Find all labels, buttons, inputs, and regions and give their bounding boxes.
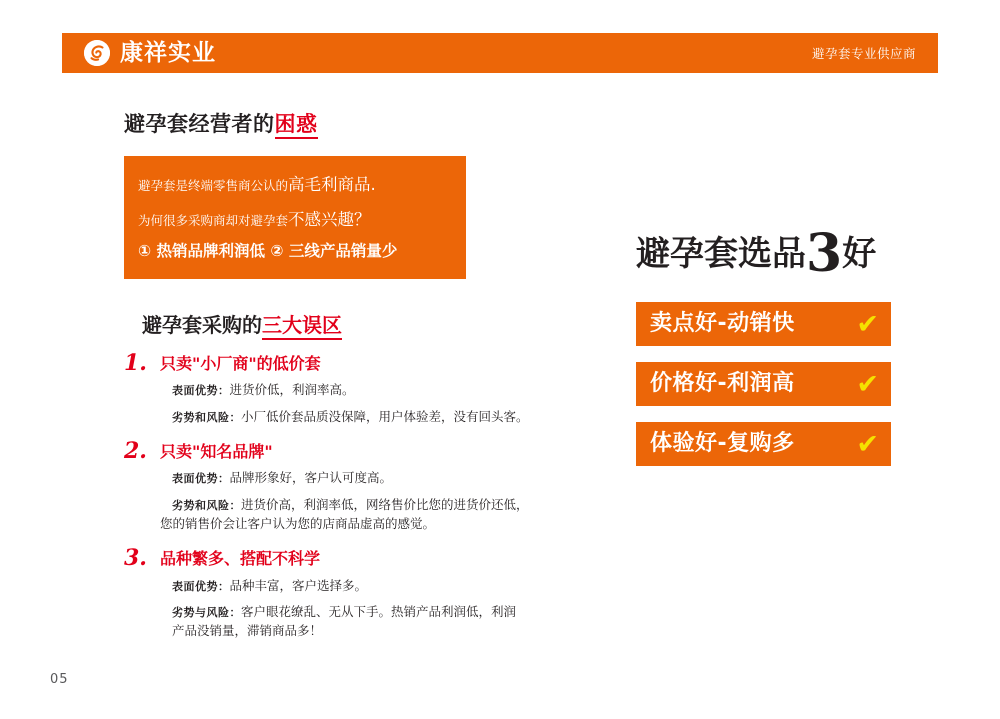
benefit-badge [636, 302, 891, 346]
mistake-number: 1. [124, 350, 147, 377]
callout-line-2-small: 为何很多采购商却对避孕套 [138, 212, 289, 228]
section-title-confusion-prefix: 避孕套经营者的 [124, 112, 275, 136]
orange-callout-box [124, 156, 466, 279]
benefit-badge [636, 362, 891, 406]
check-icon: ✔ [856, 368, 879, 400]
mistake-heading: 只卖"知名品牌" [160, 442, 273, 462]
mistake-heading: 只卖"小厂商"的低价套 [160, 354, 321, 374]
callout-line-1 [138, 172, 450, 198]
callout-line-1-big: 高毛利商品. [288, 175, 376, 194]
mistake-detail-text: 小厂低价套品质没保障，用户体验差，没有回头客。 [241, 408, 529, 424]
callout-line-2 [138, 207, 450, 233]
callout-line-3: ① 热销品牌利润低 ② 三线产品销量少 [138, 242, 398, 261]
mistake-detail-text: 进货价低，利润率高。 [229, 382, 355, 398]
mistake-detail-label: 劣势与风险： [172, 605, 241, 619]
check-icon: ✔ [856, 428, 879, 460]
mistake-detail-label: 表面优势： [172, 472, 230, 486]
selection-title-part1: 避孕套选品 [636, 234, 806, 274]
page-number: 05 [50, 672, 69, 687]
benefit-badge [636, 422, 891, 466]
mistake-detail-row [160, 468, 594, 487]
left-content-column [124, 108, 594, 641]
section-title-mistakes-highlight: 三大误区 [262, 313, 342, 340]
section-title-mistakes-prefix: 避孕套采购的 [142, 313, 262, 338]
mistake-detail-label: 表面优势： [172, 384, 230, 398]
mistake-detail-text: 品种丰富，客户选择多。 [229, 577, 368, 593]
brand-name: 康祥实业 [120, 39, 216, 66]
mistake-detail-row [160, 514, 594, 533]
mistake-detail-label: 劣势和风险： [172, 498, 241, 512]
mistake-heading: 品种繁多、搭配不科学 [160, 549, 321, 569]
mistake-detail-row [160, 576, 594, 595]
callout-line-1-small: 避孕套是终端零售商公认的 [138, 178, 289, 193]
mistake-number: 2. [124, 438, 147, 465]
benefit-badge-label: 卖点好-动销快 [650, 311, 795, 336]
selection-title-part2: 好 [842, 234, 877, 274]
mistake-item [124, 545, 594, 640]
mistake-detail-text: 客户眼花缭乱、无从下手。热销产品利润低，利润 [241, 603, 517, 619]
mistake-detail-text: 您的销售价会让客户认为您的店商品虚高的感觉。 [160, 516, 436, 532]
benefit-badge-label: 价格好-利润高 [650, 371, 795, 396]
header-bar [62, 33, 938, 73]
mistake-detail-text: 进货价高，利润率低，网络售价比您的进货价还低， [241, 496, 529, 512]
benefit-badge-label: 体验好-复购多 [650, 431, 795, 456]
mistake-detail-label: 劣势和风险： [172, 410, 241, 424]
mistake-item [124, 438, 594, 533]
callout-line-2-big: 不感兴趣？ [288, 209, 371, 229]
mistake-detail-row [160, 407, 594, 426]
mistake-detail-label: 表面优势： [172, 579, 230, 593]
selection-title-number: 3 [806, 223, 843, 284]
mistake-item [124, 350, 594, 426]
mistake-detail-text: 产品没销量，滞销商品多！ [172, 623, 323, 639]
selection-title [636, 223, 936, 284]
section-title-mistakes [142, 309, 594, 338]
section-title-confusion-highlight: 困惑 [275, 112, 318, 139]
mistake-detail-row [160, 602, 594, 621]
mistake-detail-row [160, 495, 594, 514]
mistake-detail-row [160, 380, 594, 399]
mistake-detail-text: 品牌形象好，客户认可度高。 [229, 470, 393, 486]
mistake-number: 3. [124, 545, 147, 572]
brand-logo [84, 40, 216, 66]
spiral-logo-icon [84, 40, 110, 66]
check-icon: ✔ [856, 308, 879, 340]
right-content-column [636, 223, 936, 466]
section-title-confusion [124, 108, 594, 138]
header-tagline: 避孕套专业供应商 [811, 46, 916, 61]
mistake-detail-row [160, 621, 594, 640]
